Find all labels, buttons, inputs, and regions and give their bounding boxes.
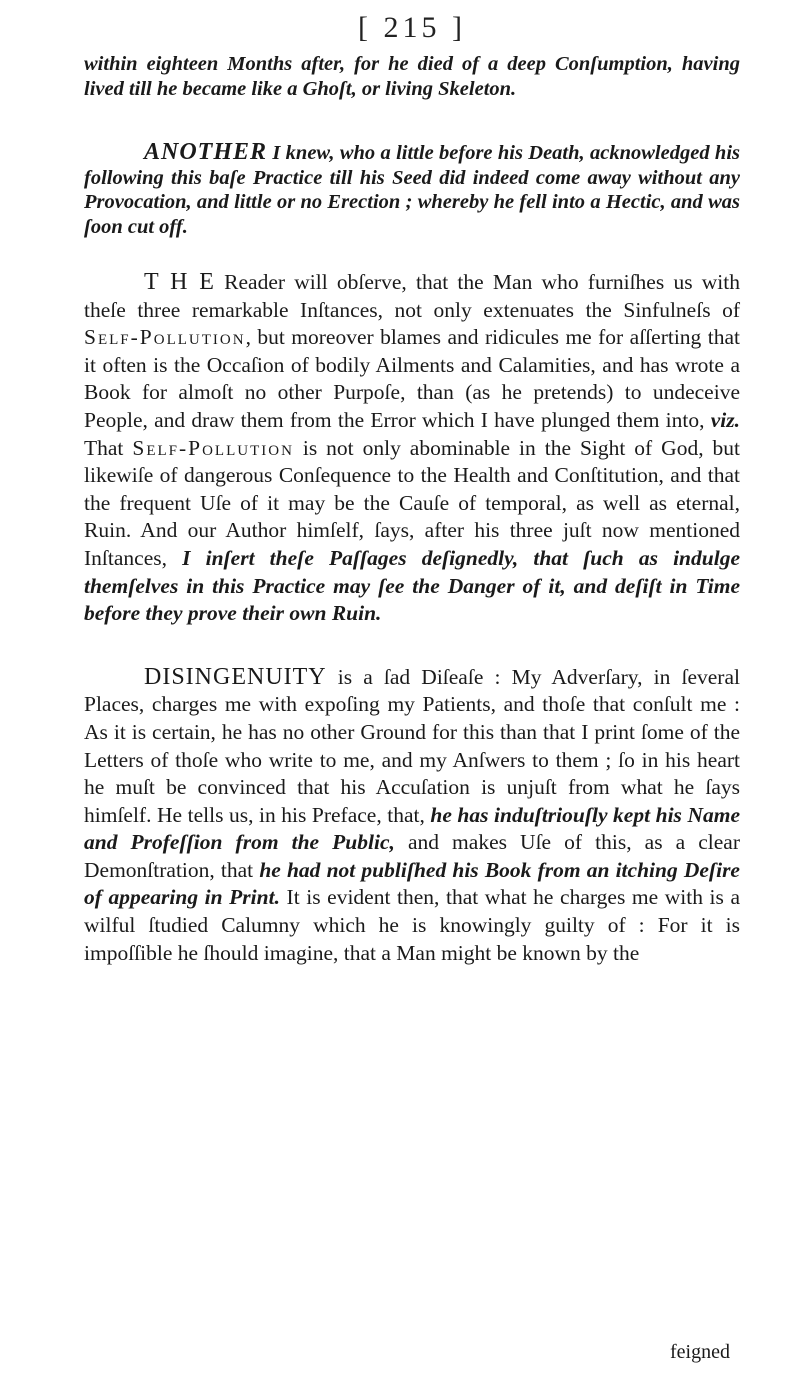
- paragraph-3: [84, 269, 740, 628]
- text-segment: I inſert theſe Paſſages deſignedly, that ſuch as indulge themſelves in this Practice may ſee the Danger of it, and deſiſt in Time before they prove their own Ruin.: [84, 545, 740, 626]
- text-segment: is a ſad Diſeaſe : My Adverſary, in ſeveral Places, charges me with expoſing my Patients, and thoſe that conſult me : As it is certain, he has no other Ground for this than that I print ſome of the Letters of thoſe who write to me, and my Anſwers to them ; ſo in his heart he muſt be convinced that his Accuſation is unjuſt from what he ſays himſelf. He tells us, in his Preface, that,: [84, 664, 740, 827]
- paragraph-1: [84, 52, 740, 101]
- paragraph-1-text: within eighteen Months after, for he died of a deep Conſumption, having lived till he became like a Ghoſt, or living Skeleton.: [84, 53, 740, 100]
- paragraph-4-body: [84, 665, 740, 965]
- text-segment: , but moreover blames and ridicules me for aſſerting that it often is the Occaſion of bodily Ailments and Calamities, and has wrote a Book for almoſt no other Purpoſe, than (as he pretends) to undeceive People, and draw them from the Error which I have plunged them into,: [84, 325, 740, 432]
- text-segment: he had not publiſhed his Book from an itching Deſire of appearing in Print.: [84, 857, 740, 910]
- text-segment: It is evident then, that what he charges me with is a wilful ſtudied Calumny which he is knowingly guilty of : For it is impoſſible he ſhould imagine, that a Man might be known by the: [84, 885, 740, 965]
- page-number: [ 215 ]: [358, 11, 466, 44]
- text-segment: Reader will obſerve, that the Man who furniſhes us with theſe three remarkable Inſtances, not only extenuates the Sinfulneſs of: [84, 270, 740, 322]
- paragraph-2: [84, 140, 740, 239]
- paragraph-3-body: [84, 270, 740, 625]
- paragraph-2-text: I knew, who a little before his Death, acknowledged his following this baſe Practice till his Seed did indeed come away without any Provocation, and little or no Erection ; whereby he fell into a Hectic, and was ſoon cut off.: [84, 142, 740, 238]
- paragraph-4-lead: DISINGENUITY: [144, 663, 327, 690]
- paragraph-2-lead: ANOTHER: [144, 139, 268, 165]
- text-segment: That: [84, 435, 133, 460]
- text-segment: he has induſtriouſly kept his Name and Profeſſion from the Public,: [84, 802, 740, 855]
- text-segment: viz.: [710, 407, 740, 432]
- catchword: feigned: [670, 1341, 730, 1363]
- paragraph-4: [84, 664, 740, 968]
- text-segment: Self-Pollution: [84, 325, 246, 350]
- paragraph-3-lead: T H E: [144, 269, 215, 295]
- text-segment: is not only abominable in the Sight of God, but likewiſe of dangerous Conſequence to the Health and Conſtitution, and that the frequent Uſe of it may be the Cauſe of temporal, as well as eternal, Ruin. And our Author himſelf, ſays, after his three juſt now mentioned Inſtances,: [84, 435, 740, 570]
- text-segment: Self-Pollution: [132, 435, 294, 460]
- text-segment: and makes Uſe of this, as a clear Demonſtration, that: [84, 830, 741, 882]
